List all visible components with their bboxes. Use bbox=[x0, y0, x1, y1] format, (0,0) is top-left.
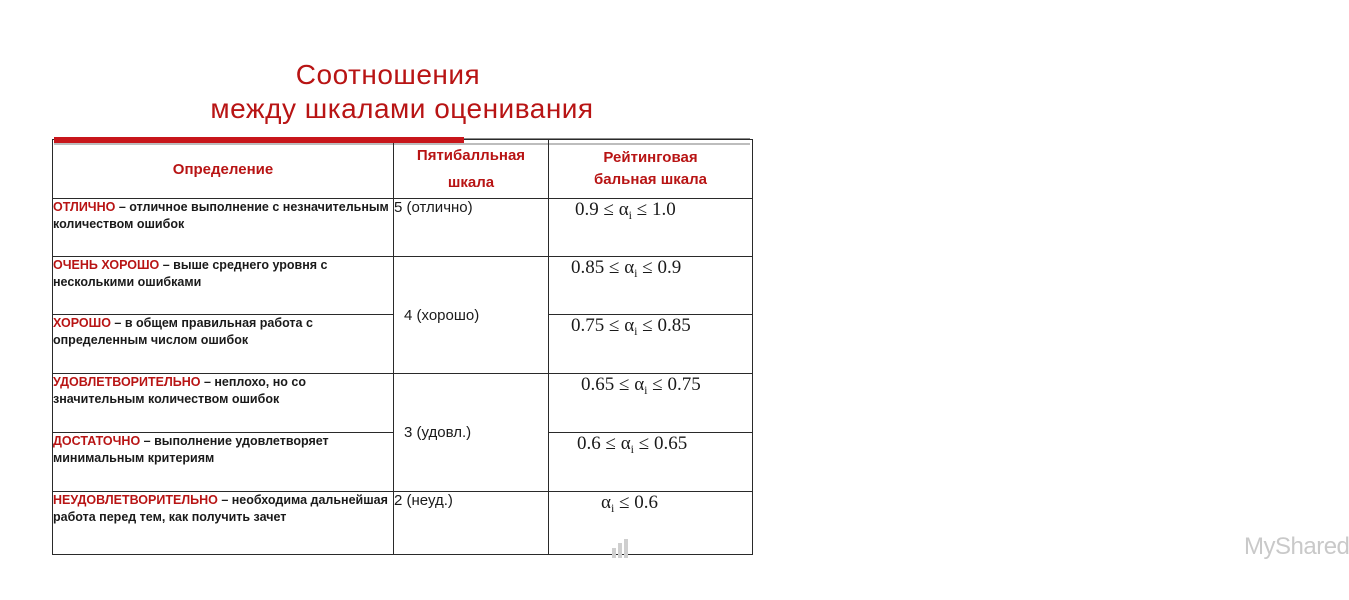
rating-cell bbox=[549, 315, 753, 374]
grade-term: ОЧЕНЬ ХОРОШО bbox=[53, 258, 160, 272]
grade-description: – выполнение удовлетворяет минимальным критериям bbox=[53, 434, 329, 465]
slide-title bbox=[0, 58, 800, 126]
definition-cell bbox=[53, 199, 394, 257]
rating-formula: $\alpha_i \le 0.6$ bbox=[601, 492, 658, 515]
definition-cell bbox=[53, 433, 394, 492]
header-definition: Определение bbox=[53, 140, 394, 199]
rating-formula: $0.6 \le \alpha_i \le 0.65$ bbox=[577, 433, 688, 456]
rating-cell bbox=[549, 199, 753, 257]
rating-formula: $0.75 \le \alpha_i \le 0.85$ bbox=[571, 315, 691, 338]
rating-cell bbox=[549, 433, 753, 492]
table-row bbox=[53, 374, 753, 433]
table-row bbox=[53, 199, 753, 257]
grade-description: – неплохо, но со значительным количеством ошибок bbox=[53, 375, 306, 406]
header-five-point-line2: шкала bbox=[447, 174, 495, 191]
five-point-cell: 4 (хорошо) bbox=[394, 257, 549, 374]
watermark-icon bbox=[610, 538, 632, 560]
grade-term: УДОВЛЕТВОРИТЕЛЬНО bbox=[53, 375, 201, 389]
header-rating-line2: бальная шкала bbox=[594, 171, 707, 188]
rating-cell bbox=[549, 257, 753, 315]
grade-description: – необходима дальнейшая работа перед тем, как получить зачет bbox=[53, 493, 388, 524]
rating-cell bbox=[549, 492, 753, 555]
table-row bbox=[53, 492, 753, 555]
table-row bbox=[53, 257, 753, 315]
definition-cell bbox=[53, 492, 394, 555]
grade-description: – в общем правильная работа с определенным числом ошибок bbox=[53, 316, 313, 347]
five-point-cell: 2 (неуд.) bbox=[394, 492, 549, 555]
grade-term: ДОСТАТОЧНО bbox=[53, 434, 141, 448]
definition-cell bbox=[53, 257, 394, 315]
header-five-point-line1: Пятибалльная bbox=[416, 147, 526, 164]
definition-cell bbox=[53, 315, 394, 374]
header-row bbox=[53, 140, 753, 199]
header-rating-line1: Рейтинговая bbox=[603, 149, 698, 166]
rating-formula: $0.65 \le \alpha_i \le 0.75$ bbox=[581, 374, 701, 397]
header-five-point bbox=[394, 140, 549, 199]
rating-cell bbox=[549, 374, 753, 433]
grade-term: НЕУДОВЛЕТВОРИТЕЛЬНО bbox=[53, 493, 218, 507]
grade-term: ОТЛИЧНО bbox=[53, 200, 116, 214]
rating-formula: $0.85 \le \alpha_i \le 0.9$ bbox=[571, 257, 682, 280]
five-point-cell: 3 (удовл.) bbox=[394, 374, 549, 492]
accent-line-red bbox=[54, 137, 464, 143]
header-rating bbox=[549, 140, 753, 199]
five-point-cell: 5 (отлично) bbox=[394, 199, 549, 257]
title-line-1: Соотношения bbox=[295, 59, 481, 90]
rating-formula: $0.9 \le \alpha_i \le 1.0$ bbox=[575, 199, 676, 222]
scales-table bbox=[52, 139, 753, 555]
grade-description: – отличное выполнение с незначительным количеством ошибок bbox=[53, 200, 389, 231]
title-line-2: между шкалами оценивания bbox=[210, 93, 594, 124]
grade-description: – выше среднего уровня с несколькими ошибками bbox=[53, 258, 328, 289]
definition-cell bbox=[53, 374, 394, 433]
grade-term: ХОРОШО bbox=[53, 316, 111, 330]
